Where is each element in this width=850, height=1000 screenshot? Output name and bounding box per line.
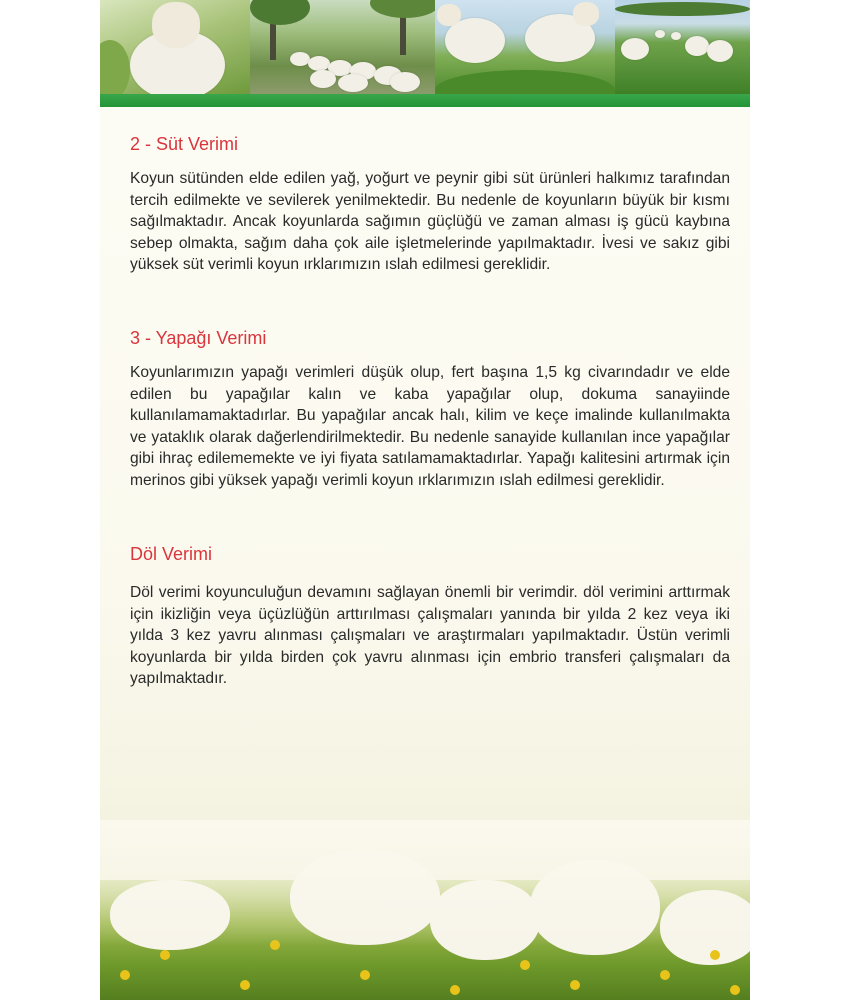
- section-body-milk-yield: Koyun sütünden elde edilen yağ, yoğurt ve peynir gibi süt ürünleri halkımız tarafından tercih edilmekte ve sevilerek yenilmektedir. Bu nedenle de koyunların büyük bir kısmı sağılmaktadır. Ancak koyunlarda sağımın güçlüğü ve zaman alması iş gücü kaybına sebep olmakta, sağım daha çok aile işletmelerinde yapılmaktadır. İvesi ve sakız gibi yüksek süt verimli koyun ırklarımızın ıslah edilmesi gereklidir.: [130, 170, 730, 274]
- section-heading-fertility: Döl Verimi: [130, 544, 213, 564]
- section-body-fertility: Döl verimi koyunculuğun devamını sağlayan önemli bir verimdir. döl verimini arttırmak için ikizliğin veya üçüzlüğün arttırılması çalışmaları yanında bir yılda 2 kez veya iki yılda 3 kez yavru alınması çalışmaları ve araştırmaları yapılmaktadır. Üstün verimli koyunlarda bir yılda birden çok yavru alınması için embrio transferi çalışmaları da yapılmaktadır.: [130, 584, 730, 688]
- section-heading-wool-yield: 3 - Yapağı Verimi: [130, 328, 267, 348]
- pasture-photo: [100, 820, 750, 1000]
- header-photo-banner: [100, 0, 750, 94]
- flock-road-photo: [250, 0, 435, 94]
- lamb-photo: [100, 0, 250, 94]
- meadow-sheep-photo: [615, 0, 750, 94]
- section-body-wool-yield: Koyunlarımızın yapağı verimleri düşük olup, fert başına 1,5 kg civarındadır ve elde edilen bu yapağılar kalın ve kaba yapağılar olup, dokuma sanayiinde kullanılamamaktadırlar. Bu yapağılar ancak halı, kilim ve keçe imalinde kullanılmakta ve yataklık olarak dağerlendirilmektedir. Bu nedenle sanayide kullanılan ince yapağılar gibi ihraç edilememekte ve iyi fiyata satılamamaktadırlar. Yapağı kalitesini artırmak için merinos gibi yüksek yapağı verimli koyun ırklarımızın ıslah edilmesi gereklidir.: [130, 364, 730, 489]
- header-accent-bar: [100, 94, 750, 107]
- standing-sheep-photo: [435, 0, 615, 94]
- brochure-page: [100, 0, 750, 1000]
- section-heading-milk-yield: 2 - Süt Verimi: [130, 134, 239, 154]
